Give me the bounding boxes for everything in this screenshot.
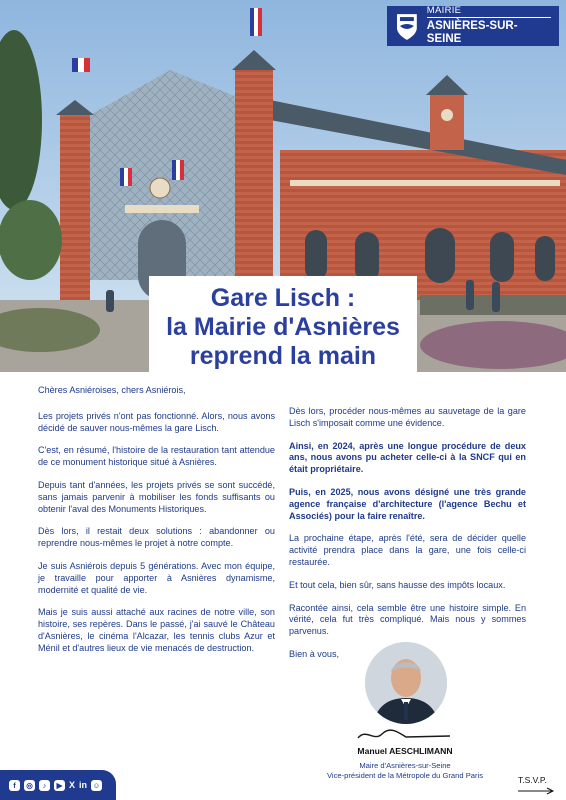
city-logo	[387, 6, 559, 46]
facebook-icon[interactable]: f	[9, 780, 20, 791]
paragraph: Racontée ainsi, cela semble être une histoire simple. En vérité, cela fut très compliqué. Mais nous y sommes parvenus.	[289, 602, 526, 637]
signature-title-2: Vice-président de la Métropole du Grand Paris	[326, 771, 484, 780]
social-bar	[0, 770, 116, 800]
headline-line-3: reprend la main	[189, 342, 377, 370]
arrow-right-icon	[516, 787, 556, 795]
logo-line-2: ASNIÈRES-SUR-SEINE	[427, 17, 551, 46]
city-crest-icon	[395, 10, 419, 42]
paragraph-bold: Ainsi, en 2024, après une longue procédure de deux ans, nous avons pu acheter celle-ci à la SNCF qui en était propriétaire.	[289, 440, 526, 475]
signature-name: Manuel AESCHLIMANN	[357, 746, 453, 756]
x-icon[interactable]: X	[69, 780, 76, 790]
mayor-portrait	[365, 642, 447, 724]
headline	[149, 276, 417, 372]
headline-line-2: la Mairie d'Asnières	[166, 313, 400, 341]
paragraph: Je suis Asniérois depuis 5 générations. Avec mon équipe, je travaille pour apporter à Asnières dynamisme, modernité et qualité de vie.	[38, 560, 275, 595]
paragraph: Depuis tant d'années, les projets privés se sont succédé, sans jamais parvenir à mobiliser les fonds suffisants ou obtenir l'aval des Monuments Historiques.	[38, 479, 275, 514]
paragraph: C'est, en résumé, l'histoire de la restauration tant attendue de ce monument historique situé à Asnières.	[38, 445, 275, 468]
letter-column-left	[38, 385, 275, 666]
tiktok-icon[interactable]: ♪	[39, 780, 50, 791]
signature-title-1: Maire d'Asnières-sur-Seine	[359, 761, 451, 770]
paragraph: La prochaine étape, après l'été, sera de décider quelle activité prendra place dans la gare, une fois celle-ci restaurée.	[289, 533, 526, 567]
letter-column-right	[289, 406, 526, 672]
instagram-icon[interactable]: ◎	[24, 780, 35, 791]
linkedin-icon[interactable]: in	[79, 780, 88, 790]
youtube-icon[interactable]: ▶	[54, 780, 65, 791]
signature-scribble	[354, 724, 454, 746]
paragraph: Dès lors, procéder nous-mêmes au sauvetage de la gare Lisch s'imposait comme une évidence.	[289, 406, 526, 428]
paragraph: Dès lors, il restait deux solutions : abandonner ou reprendre nous-mêmes le projet à notre compte.	[38, 526, 275, 549]
greeting: Chères Asniéroises, chers Asniérois,	[38, 385, 186, 395]
closing: Bien à vous,	[289, 648, 340, 659]
snapchat-icon[interactable]: ☺	[92, 780, 101, 790]
logo-line-1: MAIRIE	[426, 4, 462, 16]
paragraph: Les projets privés n'ont pas fonctionné. Alors, nous avons décidé de sauver nous-mêmes la gare Lisch.	[38, 410, 275, 433]
paragraph-bold: Puis, en 2025, nous avons désigné une très grande agence française d'architecture (l'agence Bechu et Associés) pour la faire renaître.	[289, 486, 526, 521]
paragraph: Et tout cela, bien sûr, sans hausse des impôts locaux.	[289, 579, 506, 590]
paragraph: Mais je suis aussi attaché aux racines de notre ville, son histoire, ses repères. Dans le passé, j'ai sauvé le Château d'Asnières, le cinéma l'Alcazar, les tennis clubs Azur et Ménil et d'autres lieux de vie menacés de destruction.	[38, 607, 275, 653]
headline-line-1: Gare Lisch :	[210, 284, 356, 312]
turn-over-note: T.S.V.P.	[518, 775, 547, 785]
